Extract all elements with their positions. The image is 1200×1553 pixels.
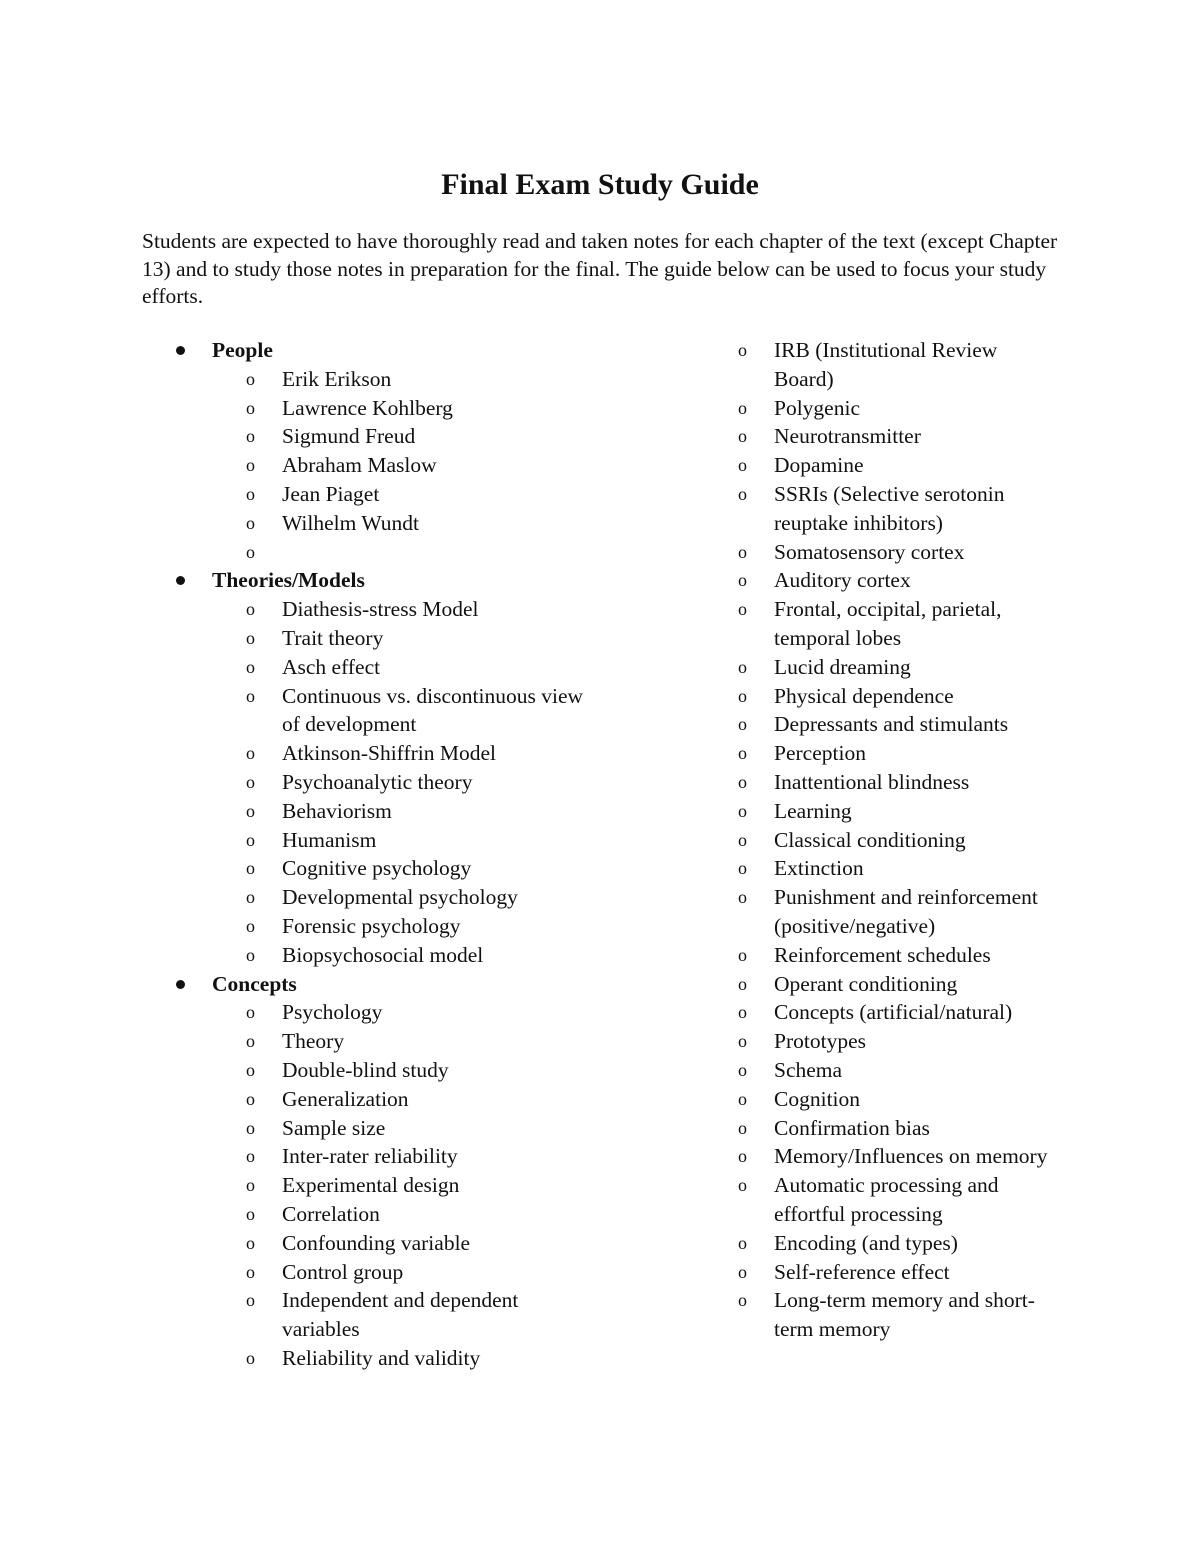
list-item-text: Schema <box>774 1057 843 1082</box>
list-item-text: Trait theory <box>282 625 384 650</box>
circle-bullet-icon: o <box>738 685 747 706</box>
list-item-text: Independent and dependent variables <box>282 1288 519 1342</box>
list-item <box>172 854 592 883</box>
list-item-text: Auditory cortex <box>774 568 911 593</box>
list-item <box>738 970 1058 999</box>
list-item <box>738 394 1058 423</box>
list-item-text: SSRIs (Selective serotonin reuptake inhibitors) <box>774 481 1005 535</box>
list-item-text: Abraham Maslow <box>282 453 437 478</box>
circle-bullet-icon: o <box>246 771 255 792</box>
circle-bullet-icon: o <box>246 685 255 706</box>
circle-bullet-icon: o <box>738 1290 747 1311</box>
list-item <box>172 595 592 624</box>
circle-bullet-icon: o <box>738 1146 747 1167</box>
list-item <box>172 768 592 797</box>
list-item-text: Reliability and validity <box>282 1345 481 1370</box>
list-item <box>738 1142 1058 1171</box>
intro-paragraph: Students are expected to have thoroughly read and taken notes for each chapter of the text (except Chapter 13) and to study those notes in preparation for the final. The guide below can be used to focus your study efforts. <box>142 229 1058 308</box>
list-item-text: Neurotransmitter <box>774 424 921 449</box>
list-item-text: Biopsychosocial model <box>282 942 484 967</box>
list-item <box>172 739 592 768</box>
circle-bullet-icon: o <box>246 483 255 504</box>
page-title: Final Exam Study Guide <box>441 168 759 201</box>
circle-bullet-icon: o <box>246 1290 255 1311</box>
list-item-text: Theory <box>282 1029 345 1054</box>
list-item-text: Confounding variable <box>282 1230 471 1255</box>
list-item-text: Sigmund Freud <box>282 424 416 449</box>
list-item <box>738 682 1058 711</box>
list-item-text: Learning <box>774 798 852 823</box>
list-item <box>172 365 592 394</box>
circle-bullet-icon: o <box>738 858 747 879</box>
circle-bullet-icon: o <box>246 512 255 533</box>
list-item-text: Sample size <box>282 1115 386 1140</box>
list-item <box>172 653 592 682</box>
circle-bullet-icon: o <box>246 397 255 418</box>
list-item <box>738 1286 1058 1344</box>
list-item <box>172 797 592 826</box>
circle-bullet-icon: o <box>738 599 747 620</box>
list-item-text: Concepts (artificial/natural) <box>774 1000 1013 1025</box>
circle-bullet-icon: o <box>738 483 747 504</box>
category-label: Theories/Models <box>212 568 365 593</box>
circle-bullet-icon: o <box>738 1261 747 1282</box>
circle-bullet-icon: o <box>246 1347 255 1368</box>
category-heading <box>172 566 592 595</box>
list-item <box>172 1114 592 1143</box>
list-item <box>738 480 1058 538</box>
list-item <box>172 1027 592 1056</box>
circle-bullet-icon: o <box>246 829 255 850</box>
list-item <box>172 1258 592 1287</box>
list-item <box>172 826 592 855</box>
list-item <box>738 854 1058 883</box>
list-item-text: Diathesis-stress Model <box>282 597 479 622</box>
list-item-text: Memory/Influences on memory <box>774 1144 1048 1169</box>
list-item <box>738 998 1058 1027</box>
circle-bullet-icon: o <box>246 1031 255 1052</box>
list-item <box>738 883 1058 941</box>
list-item-text: Lawrence Kohlberg <box>282 395 453 420</box>
list-item <box>738 422 1058 451</box>
list-item-text: Atkinson-Shiffrin Model <box>282 741 497 766</box>
list-item <box>172 998 592 1027</box>
list-item-text: Cognition <box>774 1086 861 1111</box>
list-item <box>738 653 1058 682</box>
list-item <box>738 710 1058 739</box>
circle-bullet-icon: o <box>738 1031 747 1052</box>
circle-bullet-icon: o <box>246 944 255 965</box>
list-item-text: Forensic psychology <box>282 913 461 938</box>
list-item <box>172 1171 592 1200</box>
category-label: Concepts <box>212 971 297 996</box>
list-item <box>738 1171 1058 1229</box>
list-item-text: Depressants and stimulants <box>774 712 1009 737</box>
list-item <box>172 1229 592 1258</box>
list-item <box>738 797 1058 826</box>
circle-bullet-icon: o <box>738 973 747 994</box>
list-item <box>738 1114 1058 1143</box>
list-item-text: Physical dependence <box>774 683 954 708</box>
filled-bullet-icon <box>172 336 212 365</box>
list-item-text: Double-blind study <box>282 1057 449 1082</box>
list-item-text: Self-reference effect <box>774 1259 950 1284</box>
category-heading <box>172 336 592 365</box>
list-item-text: Humanism <box>282 827 377 852</box>
circle-bullet-icon: o <box>246 915 255 936</box>
circle-bullet-icon: o <box>738 455 747 476</box>
list-item <box>172 883 592 912</box>
list-item-text: Dopamine <box>774 453 864 478</box>
list-item <box>738 941 1058 970</box>
circle-bullet-icon: o <box>246 1203 255 1224</box>
list-item-text: Reinforcement schedules <box>774 942 991 967</box>
list-item-text: Control group <box>282 1259 404 1284</box>
circle-bullet-icon: o <box>738 1059 747 1080</box>
list-item <box>738 1229 1058 1258</box>
list-item-text: Lucid dreaming <box>774 654 911 679</box>
list-item-text: Inter-rater reliability <box>282 1144 458 1169</box>
list-item <box>172 941 592 970</box>
category-heading <box>172 970 592 999</box>
list-item-text: Encoding (and types) <box>774 1230 958 1255</box>
list-item-text: Wilhelm Wundt <box>282 510 420 535</box>
circle-bullet-icon: o <box>246 599 255 620</box>
circle-bullet-icon: o <box>246 1232 255 1253</box>
list-item-text: Punishment and reinforcement (positive/negative) <box>774 885 1038 938</box>
circle-bullet-icon: o <box>246 800 255 821</box>
list-item <box>738 451 1058 480</box>
circle-bullet-icon: o <box>738 397 747 418</box>
circle-bullet-icon: o <box>246 368 255 389</box>
circle-bullet-icon: o <box>246 1175 255 1196</box>
list-item-text: Frontal, occipital, parietal, temporal lobes <box>774 597 1002 650</box>
list-item <box>172 1286 592 1344</box>
list-item <box>172 422 592 451</box>
list-item <box>738 595 1058 653</box>
list-item <box>172 624 592 653</box>
circle-bullet-icon: o <box>738 743 747 764</box>
list-item-text: Polygenic <box>774 395 860 420</box>
list-item <box>172 538 592 567</box>
list-item-text <box>282 538 592 567</box>
list-item-text: IRB (Institutional Review Board) <box>774 338 998 391</box>
filled-bullet-icon <box>172 566 212 595</box>
list-item <box>172 451 592 480</box>
right-column <box>738 336 1058 1344</box>
list-item <box>172 1056 592 1085</box>
circle-bullet-icon: o <box>246 1002 255 1023</box>
list-item <box>172 1085 592 1114</box>
circle-bullet-icon: o <box>738 340 747 360</box>
circle-bullet-icon: o <box>738 426 747 447</box>
circle-bullet-icon: o <box>246 743 255 764</box>
list-item-text: Behaviorism <box>282 798 392 823</box>
list-item-text: Cognitive psychology <box>282 856 472 881</box>
circle-bullet-icon: o <box>738 887 747 908</box>
circle-bullet-icon: o <box>246 858 255 879</box>
circle-bullet-icon: o <box>738 1117 747 1138</box>
list-item <box>738 1027 1058 1056</box>
circle-bullet-icon: o <box>738 944 747 965</box>
list-item-text: Psychology <box>282 1000 383 1025</box>
circle-bullet-icon: o <box>738 714 747 735</box>
list-item <box>738 566 1058 595</box>
circle-bullet-icon: o <box>738 1002 747 1023</box>
list-item-text: Developmental psychology <box>282 885 518 910</box>
filled-bullet-icon <box>172 970 212 999</box>
list-item-text: Psychoanalytic theory <box>282 769 473 794</box>
list-item-text: Operant conditioning <box>774 971 958 996</box>
list-item-text: Experimental design <box>282 1173 460 1198</box>
circle-bullet-icon: o <box>738 541 747 562</box>
list-item-text: Classical conditioning <box>774 827 966 852</box>
circle-bullet-icon: o <box>738 800 747 821</box>
circle-bullet-icon: o <box>246 887 255 908</box>
list-item <box>738 768 1058 797</box>
list-item <box>172 1142 592 1171</box>
list-item-text: Prototypes <box>774 1029 866 1054</box>
list-item-text: Correlation <box>282 1201 380 1226</box>
list-item <box>738 1085 1058 1114</box>
circle-bullet-icon: o <box>246 541 255 562</box>
circle-bullet-icon: o <box>246 627 255 648</box>
list-item <box>172 682 592 740</box>
list-item <box>738 336 1058 394</box>
circle-bullet-icon: o <box>246 1117 255 1138</box>
list-item <box>738 739 1058 768</box>
circle-bullet-icon: o <box>738 656 747 677</box>
list-item <box>738 538 1058 567</box>
list-item-text: Jean Piaget <box>282 481 380 506</box>
list-item <box>172 1200 592 1229</box>
circle-bullet-icon: o <box>738 829 747 850</box>
list-item-text: Confirmation bias <box>774 1115 930 1140</box>
circle-bullet-icon: o <box>246 455 255 476</box>
list-item-text: Erik Erikson <box>282 366 392 391</box>
list-item-text: Generalization <box>282 1086 409 1111</box>
list-item-text: Extinction <box>774 856 864 881</box>
circle-bullet-icon: o <box>246 1059 255 1080</box>
list-item <box>172 912 592 941</box>
list-item <box>172 1344 592 1373</box>
circle-bullet-icon: o <box>246 1088 255 1109</box>
list-item-text: Long-term memory and short-term memory <box>774 1288 1035 1342</box>
list-item-text: Asch effect <box>282 654 381 679</box>
list-item <box>172 509 592 538</box>
left-column <box>172 336 592 1373</box>
circle-bullet-icon: o <box>246 656 255 677</box>
circle-bullet-icon: o <box>246 426 255 447</box>
circle-bullet-icon: o <box>738 1175 747 1196</box>
list-item <box>172 394 592 423</box>
list-item-text: Automatic processing and effortful processing <box>774 1173 999 1226</box>
list-item-text: Somatosensory cortex <box>774 539 965 564</box>
list-item <box>172 480 592 509</box>
circle-bullet-icon: o <box>738 570 747 591</box>
list-item <box>738 826 1058 855</box>
circle-bullet-icon: o <box>246 1146 255 1167</box>
list-item-text: Inattentional blindness <box>774 769 970 794</box>
list-item <box>738 1258 1058 1287</box>
list-item <box>738 1056 1058 1085</box>
list-item-text: Continuous vs. discontinuous view of development <box>282 683 584 737</box>
category-label: People <box>212 338 273 362</box>
list-item-text: Perception <box>774 741 866 766</box>
circle-bullet-icon: o <box>246 1261 255 1282</box>
circle-bullet-icon: o <box>738 1088 747 1109</box>
circle-bullet-icon: o <box>738 771 747 792</box>
circle-bullet-icon: o <box>738 1232 747 1253</box>
